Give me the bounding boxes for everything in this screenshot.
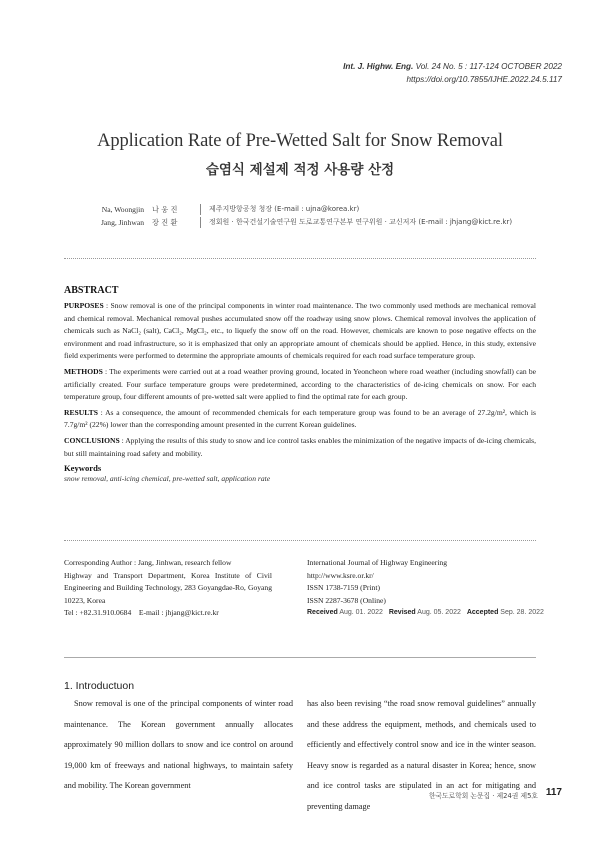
accepted-date: Sep. 28. 2022 bbox=[500, 609, 544, 617]
abstract-section bbox=[64, 285, 536, 485]
keywords-heading: Keywords bbox=[64, 463, 102, 474]
issn-online: ISSN 2287-3678 (Online) bbox=[307, 595, 386, 605]
corresponding-contact: Tel : +82.31.910.0684 E-mail : jhjang@kict.re.kr bbox=[64, 608, 219, 618]
dotted-divider bbox=[64, 258, 536, 259]
issn-print: ISSN 1738-7159 (Print) bbox=[307, 583, 380, 593]
methods-label: METHODS bbox=[64, 366, 103, 376]
received-label: Received bbox=[307, 609, 338, 617]
journal-doi[interactable]: https://doi.org/10.7855/IJHE.2022.24.5.117 bbox=[406, 75, 562, 84]
revised-date: Aug. 05. 2022 bbox=[417, 609, 461, 617]
purposes-label: PURPOSES bbox=[64, 301, 104, 310]
abstract-conclusions bbox=[64, 435, 536, 460]
purposes-text: : Snow removal is one of the principal components in winter road maintenance. The two commonly used methods are mechanical removal and chemical removal. Mechanical removal pushes accumulated snow off the roadway using snow plows. Chemical removal involves the application of chemicals such as NaCl₂ (salt), CaCl₂, MgCl₂, etc., to liquefy the snow off on the road. However, chemicals are known to pose negative effects on the environment and road infrastructure, so it is emphasized that only an appropriate amount of chemicals should be applied. Hence, in this study, extensive field experiments were performed to determine the appropriate amounts of chemicals required for each road surface temperature group. bbox=[64, 301, 536, 361]
author-row bbox=[84, 216, 512, 229]
corresponding-author-block bbox=[64, 557, 272, 620]
journal-url[interactable]: http://www.ksre.or.kr/ bbox=[307, 570, 374, 580]
section-heading: 1. Introductuon bbox=[64, 680, 135, 692]
results-label: RESULTS bbox=[64, 407, 98, 417]
article-dates bbox=[307, 607, 544, 620]
body-paragraph: has also been revising “the road snow removal guidelines” annually and these address the equipment, methods, and chemicals used to efficiently and effectively control snow and ice in the winter season. Heavy snow is regarded as a natural disaster in Korea; hence, snow and ice control tasks are stipulated in an act for mitigating and preventing damage bbox=[307, 699, 536, 811]
author-name-ko: 나 웅 진 bbox=[152, 205, 178, 214]
author-name-en: Na, Woongjin bbox=[101, 205, 144, 214]
accepted-label: Accepted bbox=[466, 609, 499, 617]
body-paragraph: Snow removal is one of the principal components of winter road maintenance. The Korean government annually allocates approximately 90 million dollars to snow and ice control on around 19,000 km of freeways and national highways, to maintain safety and mobility. The Korean government bbox=[64, 699, 293, 791]
dotted-divider bbox=[64, 540, 536, 541]
author-row bbox=[84, 203, 512, 216]
abstract-purposes bbox=[64, 300, 536, 363]
author-divider bbox=[200, 204, 204, 215]
revised-label: Revised bbox=[388, 609, 416, 617]
conclusions-label: CONCLUSIONS bbox=[64, 435, 120, 445]
keywords-text: snow removal, anti-icing chemical, pre-wetted salt, application rate bbox=[64, 474, 271, 484]
journal-name: International Journal of Highway Engineering bbox=[307, 558, 448, 567]
author-divider bbox=[200, 217, 204, 228]
corresponding-affiliation: Highway and Transport Department, Korea Institute of Civil Engineering and Building Technology, 283 Goyangdae-Ro, Goyang 10223, Korea bbox=[64, 570, 272, 605]
abstract-methods bbox=[64, 366, 536, 404]
results-text: : As a consequence, the amount of recommended chemicals for each temperature group was found to be an average of 27.2g/m², which is 7.7g/m² (22%) lower than the corresponding amount presented in the current Korean guidelines. bbox=[64, 407, 536, 430]
journal-citation bbox=[343, 60, 562, 73]
page-number: 117 bbox=[545, 787, 562, 798]
author-list bbox=[84, 203, 512, 229]
author-name-ko: 장 진 환 bbox=[152, 218, 178, 227]
methods-text: : The experiments were carried out at a road weather proving ground, located in Yeoncheon where road weather (including snowfall) can be artificially created. Four surface temperature groups were predetermined, according to the characteristics of de-icing chemicals on snow. For each temperature group, four different amounts of pre-wetted salt were applied to find the optimal rate for each group. bbox=[64, 366, 536, 402]
received-date: Aug. 01. 2022 bbox=[339, 609, 383, 617]
journal-abbrev: Int. J. Highw. Eng. bbox=[343, 62, 414, 71]
author-name-en: Jang, Jinhwan bbox=[100, 218, 144, 227]
conclusions-text: : Applying the results of this study to snow and ice control tasks enables the minimization of the negative impacts of de-icing chemicals, but still maintaining road safety and mobility. bbox=[64, 435, 537, 458]
corresponding-line: Corresponding Author : Jang, Jinhwan, research fellow bbox=[64, 558, 232, 567]
journal-info-block bbox=[307, 557, 544, 620]
body-column-left bbox=[64, 694, 293, 797]
section-divider bbox=[64, 657, 536, 658]
journal-volume: Vol. 24 No. 5 : 117-124 OCTOBER 2022 bbox=[415, 62, 562, 71]
abstract-heading: ABSTRACT bbox=[64, 285, 119, 296]
author-affiliation: 제주지방항공청 청장 (E-mail : ujna@korea.kr) bbox=[209, 205, 360, 213]
paper-title-ko: 습염식 제설제 적정 사용량 산정 bbox=[205, 162, 395, 178]
journal-header bbox=[343, 60, 562, 86]
paper-title-en: Application Rate of Pre-Wetted Salt for Snow Removal bbox=[97, 131, 503, 151]
author-affiliation: 정회원 · 한국건설기술연구원 도로교통연구본부 연구위원 · 교신저자 (E-mail : jhjang@kict.re.kr) bbox=[209, 218, 513, 226]
abstract-results bbox=[64, 407, 536, 432]
footer-journal-text: 한국도로학회 논문집 · 제24권 제5호 bbox=[428, 792, 538, 800]
